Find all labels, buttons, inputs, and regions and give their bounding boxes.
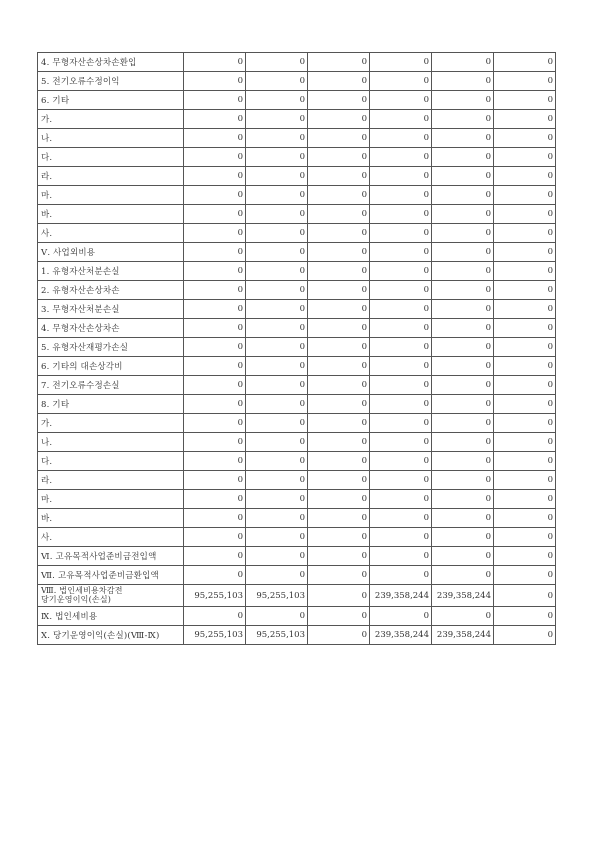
cell-value: 0 [308, 490, 370, 509]
row-label: 5. 유형자산재평가손실 [38, 338, 184, 357]
row-label: 다. [38, 148, 184, 167]
cell-value: 0 [494, 452, 556, 471]
table-body [38, 53, 556, 645]
cell-value: 0 [370, 224, 432, 243]
cell-value: 0 [308, 626, 370, 645]
cell-value: 0 [370, 205, 432, 224]
cell-value: 0 [494, 395, 556, 414]
cell-value: 0 [370, 433, 432, 452]
cell-value: 0 [308, 395, 370, 414]
cell-value: 0 [308, 224, 370, 243]
cell-value: 0 [246, 528, 308, 547]
cell-value: 0 [370, 91, 432, 110]
cell-value: 0 [494, 376, 556, 395]
cell-value: 0 [494, 414, 556, 433]
cell-value: 0 [184, 471, 246, 490]
cell-value: 0 [494, 300, 556, 319]
cell-value: 0 [370, 319, 432, 338]
row-label: 3. 무형자산처분손실 [38, 300, 184, 319]
table-row [38, 281, 556, 300]
cell-value: 0 [184, 53, 246, 72]
cell-value: 0 [184, 607, 246, 626]
cell-value: 95,255,103 [184, 585, 246, 607]
row-label: 마. [38, 490, 184, 509]
cell-value: 0 [246, 205, 308, 224]
cell-value: 0 [432, 72, 494, 91]
cell-value: 0 [184, 395, 246, 414]
cell-value: 0 [432, 205, 494, 224]
row-label: 사. [38, 224, 184, 243]
cell-value: 0 [246, 186, 308, 205]
row-label: 사. [38, 528, 184, 547]
table-row [38, 528, 556, 547]
cell-value: 0 [308, 452, 370, 471]
cell-value: 0 [184, 243, 246, 262]
cell-value: 0 [308, 243, 370, 262]
row-label: 바. [38, 205, 184, 224]
cell-value: 0 [308, 357, 370, 376]
cell-value: 0 [370, 607, 432, 626]
table-row [38, 53, 556, 72]
cell-value: 0 [246, 243, 308, 262]
table-row [38, 566, 556, 585]
table-row [38, 376, 556, 395]
cell-value: 0 [184, 72, 246, 91]
cell-value: 0 [494, 243, 556, 262]
cell-value: 0 [494, 566, 556, 585]
cell-value: 0 [246, 72, 308, 91]
cell-value: 0 [370, 110, 432, 129]
cell-value: 0 [432, 357, 494, 376]
cell-value: 0 [184, 91, 246, 110]
cell-value: 0 [308, 414, 370, 433]
cell-value: 0 [246, 452, 308, 471]
cell-value: 0 [184, 224, 246, 243]
cell-value: 0 [184, 357, 246, 376]
cell-value: 0 [432, 471, 494, 490]
cell-value: 0 [432, 186, 494, 205]
table-row [38, 319, 556, 338]
row-label: 나. [38, 129, 184, 148]
cell-value: 0 [246, 490, 308, 509]
cell-value: 0 [308, 528, 370, 547]
cell-value: 0 [432, 414, 494, 433]
cell-value: 0 [370, 490, 432, 509]
cell-value: 0 [432, 300, 494, 319]
table-row [38, 224, 556, 243]
cell-value: 0 [246, 607, 308, 626]
cell-value: 0 [494, 129, 556, 148]
row-label: Ⅷ. 법인세비용차감전 당기운영이익(손실) [38, 585, 184, 607]
cell-value: 0 [494, 224, 556, 243]
cell-value: 0 [184, 262, 246, 281]
cell-value: 0 [246, 281, 308, 300]
table-row [38, 243, 556, 262]
cell-value: 0 [370, 53, 432, 72]
cell-value: 0 [494, 53, 556, 72]
cell-value: 0 [494, 91, 556, 110]
cell-value: 0 [184, 205, 246, 224]
cell-value: 0 [246, 300, 308, 319]
cell-value: 239,358,244 [432, 626, 494, 645]
row-label: 바. [38, 509, 184, 528]
cell-value: 239,358,244 [370, 585, 432, 607]
cell-value: 0 [246, 262, 308, 281]
cell-value: 0 [432, 433, 494, 452]
cell-value: 0 [308, 300, 370, 319]
cell-value: 0 [246, 338, 308, 357]
cell-value: 0 [308, 148, 370, 167]
row-label: 라. [38, 167, 184, 186]
cell-value: 0 [308, 72, 370, 91]
row-label: 다. [38, 452, 184, 471]
cell-value: 0 [184, 547, 246, 566]
cell-value: 0 [308, 91, 370, 110]
cell-value: 0 [308, 547, 370, 566]
cell-value: 0 [432, 167, 494, 186]
cell-value: 0 [494, 626, 556, 645]
cell-value: 0 [494, 186, 556, 205]
cell-value: 0 [370, 414, 432, 433]
table-row [38, 72, 556, 91]
cell-value: 0 [308, 129, 370, 148]
row-label: 6. 기타의 대손상각비 [38, 357, 184, 376]
row-label: Ⅵ. 고유목적사업준비금전입액 [38, 547, 184, 566]
row-label: Ⅶ. 고유목적사업준비금환입액 [38, 566, 184, 585]
cell-value: 0 [246, 129, 308, 148]
cell-value: 0 [370, 129, 432, 148]
cell-value: 0 [184, 414, 246, 433]
cell-value: 0 [308, 205, 370, 224]
table-row [38, 509, 556, 528]
cell-value: 239,358,244 [370, 626, 432, 645]
cell-value: 0 [494, 167, 556, 186]
cell-value: 0 [246, 53, 308, 72]
cell-value: 0 [432, 319, 494, 338]
cell-value: 0 [494, 547, 556, 566]
cell-value: 0 [432, 547, 494, 566]
cell-value: 0 [184, 129, 246, 148]
cell-value: 0 [184, 509, 246, 528]
cell-value: 0 [494, 110, 556, 129]
cell-value: 0 [308, 319, 370, 338]
table-row [38, 186, 556, 205]
cell-value: 0 [184, 319, 246, 338]
cell-value: 0 [184, 433, 246, 452]
row-label: Ⅸ. 법인세비용 [38, 607, 184, 626]
table-row [38, 414, 556, 433]
cell-value: 0 [370, 262, 432, 281]
cell-value: 0 [246, 110, 308, 129]
cell-value: 0 [184, 148, 246, 167]
cell-value: 0 [432, 490, 494, 509]
cell-value: 0 [308, 376, 370, 395]
cell-value: 0 [308, 566, 370, 585]
cell-value: 0 [370, 509, 432, 528]
cell-value: 0 [432, 566, 494, 585]
cell-value: 0 [184, 281, 246, 300]
cell-value: 0 [246, 357, 308, 376]
table-row [38, 338, 556, 357]
row-label: 6. 기타 [38, 91, 184, 110]
cell-value: 0 [246, 395, 308, 414]
cell-value: 0 [246, 509, 308, 528]
row-label: 나. [38, 433, 184, 452]
cell-value: 0 [370, 452, 432, 471]
cell-value: 0 [370, 528, 432, 547]
cell-value: 0 [494, 490, 556, 509]
cell-value: 0 [184, 110, 246, 129]
cell-value: 0 [494, 607, 556, 626]
cell-value: 0 [308, 585, 370, 607]
cell-value: 0 [246, 148, 308, 167]
cell-value: 0 [494, 281, 556, 300]
cell-value: 0 [432, 224, 494, 243]
cell-value: 95,255,103 [184, 626, 246, 645]
cell-value: 0 [432, 338, 494, 357]
cell-value: 0 [308, 509, 370, 528]
row-label: 라. [38, 471, 184, 490]
table-row [38, 110, 556, 129]
cell-value: 0 [432, 262, 494, 281]
cell-value: 0 [432, 110, 494, 129]
table-row [38, 607, 556, 626]
cell-value: 0 [184, 528, 246, 547]
cell-value: 0 [308, 607, 370, 626]
row-label: 1. 유형자산처분손실 [38, 262, 184, 281]
table-row [38, 626, 556, 645]
cell-value: 0 [494, 528, 556, 547]
cell-value: 0 [432, 129, 494, 148]
cell-value: 0 [308, 433, 370, 452]
row-label: Ⅴ. 사업외비용 [38, 243, 184, 262]
cell-value: 0 [494, 338, 556, 357]
cell-value: 0 [184, 167, 246, 186]
cell-value: 0 [494, 319, 556, 338]
cell-value: 0 [308, 281, 370, 300]
cell-value: 95,255,103 [246, 585, 308, 607]
table-row [38, 167, 556, 186]
cell-value: 239,358,244 [432, 585, 494, 607]
cell-value: 0 [432, 148, 494, 167]
cell-value: 0 [184, 186, 246, 205]
cell-value: 0 [494, 262, 556, 281]
table-row [38, 433, 556, 452]
cell-value: 0 [370, 300, 432, 319]
cell-value: 0 [246, 224, 308, 243]
cell-value: 0 [308, 186, 370, 205]
cell-value: 0 [308, 338, 370, 357]
cell-value: 0 [370, 566, 432, 585]
cell-value: 0 [370, 357, 432, 376]
row-label: Ⅹ. 당기운영이익(손실)(Ⅷ-Ⅸ) [38, 626, 184, 645]
cell-value: 0 [432, 91, 494, 110]
cell-value: 0 [184, 376, 246, 395]
cell-value: 0 [246, 376, 308, 395]
cell-value: 0 [370, 547, 432, 566]
cell-value: 0 [246, 433, 308, 452]
cell-value: 0 [246, 91, 308, 110]
cell-value: 0 [432, 376, 494, 395]
row-label: 가. [38, 110, 184, 129]
cell-value: 0 [494, 509, 556, 528]
cell-value: 0 [184, 452, 246, 471]
cell-value: 0 [184, 338, 246, 357]
cell-value: 95,255,103 [246, 626, 308, 645]
table-row [38, 129, 556, 148]
cell-value: 0 [494, 585, 556, 607]
cell-value: 0 [370, 186, 432, 205]
cell-value: 0 [308, 262, 370, 281]
cell-value: 0 [308, 53, 370, 72]
cell-value: 0 [184, 300, 246, 319]
table-row [38, 490, 556, 509]
cell-value: 0 [370, 338, 432, 357]
table-row [38, 585, 556, 607]
cell-value: 0 [370, 281, 432, 300]
row-label: 5. 전기오류수정이익 [38, 72, 184, 91]
table-row [38, 471, 556, 490]
row-label: 4. 무형자산손상차손환입 [38, 53, 184, 72]
cell-value: 0 [370, 243, 432, 262]
table-row [38, 205, 556, 224]
cell-value: 0 [494, 72, 556, 91]
table-row [38, 262, 556, 281]
row-label: 8. 기타 [38, 395, 184, 414]
row-label: 마. [38, 186, 184, 205]
cell-value: 0 [246, 547, 308, 566]
cell-value: 0 [432, 53, 494, 72]
cell-value: 0 [432, 243, 494, 262]
row-label: 가. [38, 414, 184, 433]
table-row [38, 300, 556, 319]
row-label: 7. 전기오류수정손실 [38, 376, 184, 395]
cell-value: 0 [370, 395, 432, 414]
cell-value: 0 [494, 148, 556, 167]
table-row [38, 148, 556, 167]
cell-value: 0 [432, 395, 494, 414]
cell-value: 0 [308, 471, 370, 490]
cell-value: 0 [184, 490, 246, 509]
cell-value: 0 [494, 471, 556, 490]
financial-statement-table [37, 52, 556, 645]
cell-value: 0 [246, 319, 308, 338]
row-label: 2. 유형자산손상차손 [38, 281, 184, 300]
cell-value: 0 [308, 110, 370, 129]
cell-value: 0 [308, 167, 370, 186]
cell-value: 0 [370, 376, 432, 395]
table-row [38, 91, 556, 110]
cell-value: 0 [432, 607, 494, 626]
table-row [38, 547, 556, 566]
cell-value: 0 [246, 471, 308, 490]
cell-value: 0 [432, 281, 494, 300]
cell-value: 0 [494, 205, 556, 224]
table-row [38, 395, 556, 414]
row-label: 4. 무형자산손상차손 [38, 319, 184, 338]
table-row [38, 357, 556, 376]
cell-value: 0 [432, 509, 494, 528]
cell-value: 0 [370, 167, 432, 186]
cell-value: 0 [184, 566, 246, 585]
cell-value: 0 [246, 167, 308, 186]
cell-value: 0 [246, 566, 308, 585]
cell-value: 0 [494, 433, 556, 452]
cell-value: 0 [370, 148, 432, 167]
cell-value: 0 [494, 357, 556, 376]
cell-value: 0 [432, 452, 494, 471]
cell-value: 0 [432, 528, 494, 547]
cell-value: 0 [246, 414, 308, 433]
cell-value: 0 [370, 471, 432, 490]
cell-value: 0 [370, 72, 432, 91]
table-row [38, 452, 556, 471]
